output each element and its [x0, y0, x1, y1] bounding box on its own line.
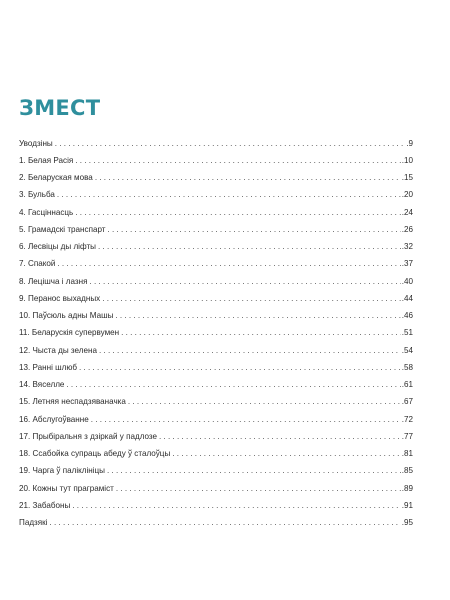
dot-leader [57, 186, 401, 203]
dot-leader [57, 255, 400, 272]
toc-entry [19, 342, 413, 359]
dot-leader [128, 393, 401, 410]
toc-entry-title: 12. Чыста ды зелена [19, 345, 97, 355]
toc-entry-title: 10. Паўсюль адны Машы [19, 311, 114, 320]
dot-leader [49, 514, 400, 531]
dot-leader [99, 342, 401, 359]
toc-entry-page-number: .58 [401, 362, 413, 372]
toc-entry-title: 15. Летняя неспадзяваначка [19, 397, 126, 407]
dot-leader [91, 411, 401, 428]
toc-entry-page-number: .91 [401, 500, 413, 510]
toc-entry-page-number: .9 [406, 138, 413, 148]
toc-entry-title: 4. Гасціннасць [19, 207, 74, 217]
table-of-contents [19, 135, 413, 532]
toc-entry [19, 307, 413, 324]
toc-entry [19, 186, 413, 203]
dot-leader [66, 376, 400, 393]
toc-entry-page-number: .54 [401, 345, 413, 355]
toc-entry-title: 16. Абслугоўванне [19, 414, 89, 424]
toc-entry [19, 273, 413, 290]
dot-leader [79, 359, 401, 376]
dot-leader [95, 169, 401, 186]
toc-entry-page-number: .85 [401, 466, 413, 476]
dot-leader [115, 307, 400, 324]
toc-entry [19, 514, 413, 531]
toc-entry-page-number: .24 [401, 207, 413, 217]
dot-leader [89, 273, 400, 290]
dot-leader [98, 238, 401, 255]
toc-entry [19, 169, 413, 186]
toc-entry-title: 8. Лецішча і лазня [19, 276, 88, 286]
toc-entry [19, 428, 413, 445]
toc-entry-title: 3. Бульба [19, 190, 55, 200]
dot-leader [75, 204, 400, 221]
toc-entry [19, 445, 413, 462]
toc-entry-title: 2. Беларуская мова [19, 173, 93, 182]
dot-leader [107, 462, 401, 479]
toc-entry-title: 17. Прыбіральня з дзіркай у падлозе [19, 431, 158, 441]
toc-entry-page-number: .26 [401, 224, 413, 234]
dot-leader [72, 497, 400, 514]
toc-entry-page-number: .46 [401, 311, 413, 320]
dot-leader [55, 135, 405, 152]
toc-entry-page-number: .72 [401, 414, 413, 424]
toc-entry-page-number: .77 [401, 431, 413, 441]
toc-entry [19, 221, 413, 238]
toc-entry [19, 204, 413, 221]
toc-entry-title: Падзякі [19, 518, 48, 527]
toc-entry-page-number: .32 [401, 242, 413, 251]
toc-entry [19, 411, 413, 428]
dot-leader [116, 480, 401, 497]
toc-entry-page-number: .81 [401, 449, 413, 458]
toc-entry-page-number: .61 [401, 380, 413, 389]
toc-entry [19, 359, 413, 376]
toc-entry [19, 393, 413, 410]
toc-entry-page-number: .20 [401, 190, 413, 200]
toc-entry [19, 290, 413, 307]
dot-leader [108, 221, 401, 238]
toc-entry-title: 13. Ранні шлюб [19, 362, 78, 372]
dot-leader [121, 324, 401, 341]
toc-entry-title: Уводзіны [19, 138, 53, 148]
toc-entry-page-number: .10 [401, 155, 413, 165]
toc-entry-title: 11. Беларускія супервумен [19, 328, 120, 338]
toc-entry [19, 324, 413, 341]
toc-entry-title: 9. Перанос выхадных [19, 293, 101, 303]
contents-heading: ЗМЕСТ [19, 96, 101, 120]
toc-entry-page-number: .89 [401, 483, 413, 493]
toc-entry [19, 238, 413, 255]
toc-entry-title: 20. Кожны тут праграміст [19, 483, 114, 493]
dot-leader [172, 445, 400, 462]
toc-entry [19, 135, 413, 152]
toc-entry-page-number: .37 [401, 259, 413, 269]
dot-leader [159, 428, 401, 445]
toc-entry-title: 21. Забабоны [19, 500, 71, 510]
toc-entry-title: 14. Вяселле [19, 380, 65, 389]
toc-entry-page-number: .51 [401, 328, 413, 338]
toc-entry [19, 255, 413, 272]
toc-entry-page-number: .44 [401, 293, 413, 303]
dot-leader [102, 290, 401, 307]
toc-entry-title: 19. Чарга ў паліклініцы [19, 466, 105, 476]
toc-entry [19, 462, 413, 479]
toc-entry-page-number: .40 [401, 276, 413, 286]
toc-entry-page-number: .67 [401, 397, 413, 407]
toc-entry-page-number: .15 [401, 173, 413, 182]
toc-entry-title: 6. Лесвіцы ды ліфты [19, 242, 96, 251]
toc-entry-title: 1. Белая Расія [19, 155, 74, 165]
toc-entry [19, 497, 413, 514]
toc-entry-page-number: .95 [401, 518, 413, 527]
toc-entry [19, 152, 413, 169]
toc-entry [19, 480, 413, 497]
toc-entry-title: 7. Спакой [19, 259, 56, 269]
toc-entry-title: 5. Грамадскі транспарт [19, 224, 106, 234]
toc-entry [19, 376, 413, 393]
dot-leader [75, 152, 400, 169]
toc-entry-title: 18. Ссабойка супраць абеду ў сталоўцы [19, 449, 171, 458]
